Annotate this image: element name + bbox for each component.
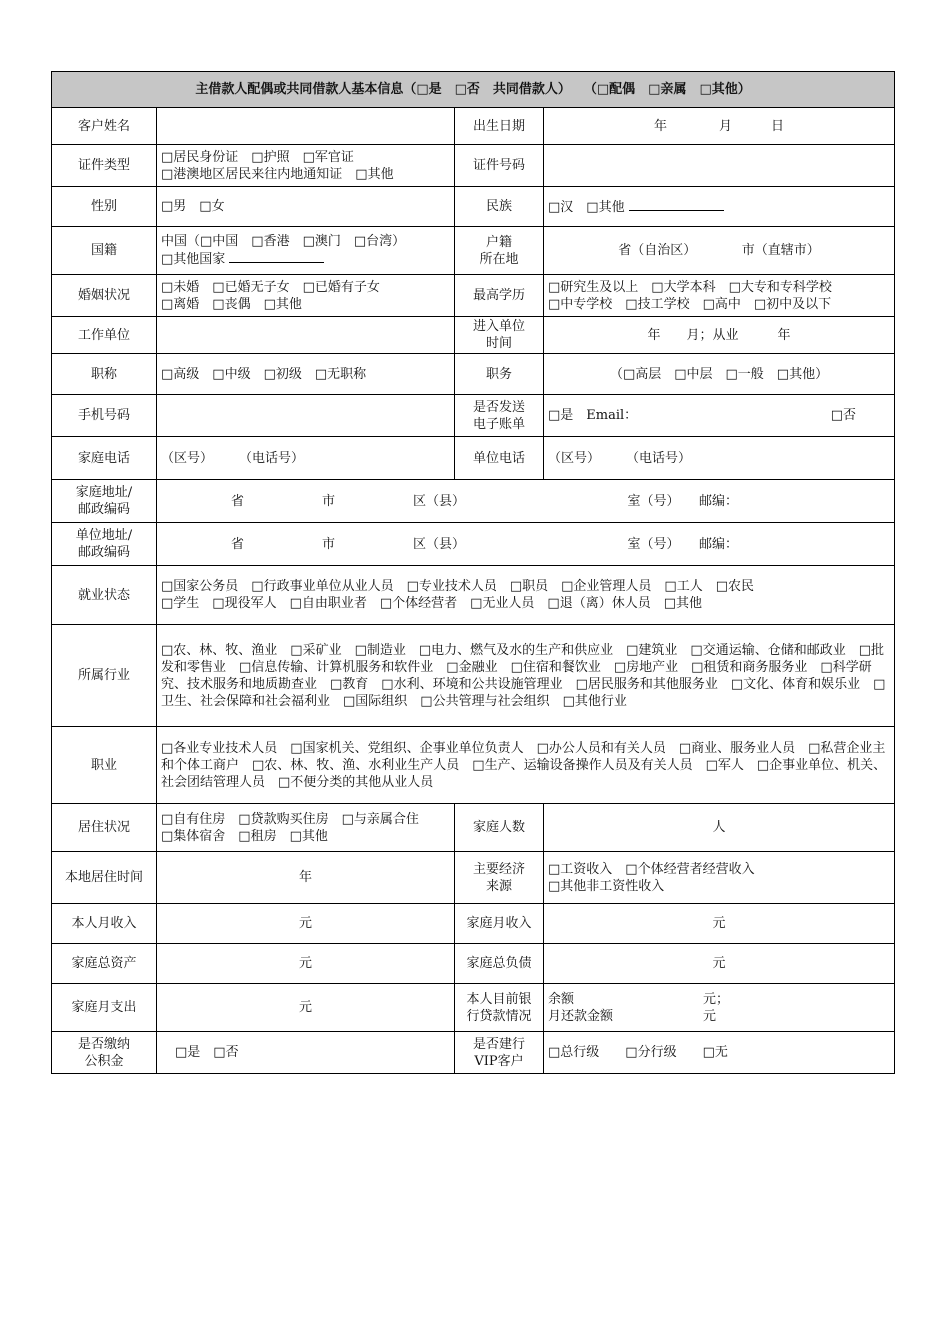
label-vip-line1: 是否建行 (472, 1036, 525, 1052)
row-work-address (52, 523, 895, 566)
field-monthly-income[interactable]: 元 (157, 904, 455, 944)
label-household-registration (455, 227, 544, 275)
loan-repayment-label: 月还款金额 (548, 1008, 614, 1024)
marital-options-line1[interactable]: □未婚 □已婚无子女 □已婚有子女 (161, 279, 380, 295)
field-ethnicity[interactable] (544, 187, 895, 227)
field-residence[interactable] (157, 804, 455, 852)
employment-options-line1[interactable]: □国家公务员 □行政事业单位从业人员 □专业技术人员 □职员 □企业管理人员 □工人 □农民 (161, 579, 754, 594)
row-local-residence (52, 852, 895, 904)
row-home-address (52, 480, 895, 523)
field-household-registration[interactable]: 省（自治区） 市（直辖市） (544, 227, 895, 275)
label-vip-customer (455, 1032, 544, 1074)
row-industry (52, 625, 895, 727)
loan-balance-unit: 元； (703, 991, 730, 1007)
label-join-date (455, 317, 544, 354)
field-vip-customer[interactable]: □总行级 □分行级 □无 (544, 1032, 895, 1074)
label-id-number: 证件号码 (455, 145, 544, 187)
label-family-assets: 家庭总资产 (52, 944, 157, 984)
label-mobile: 手机号码 (52, 395, 157, 437)
field-education[interactable] (544, 275, 895, 317)
form-header-row (52, 72, 895, 108)
label-family-liabilities: 家庭总负债 (455, 944, 544, 984)
form-title: 主借款人配偶或共同借款人基本信息（□是 □否 共同借款人） （□配偶 □亲属 □其他） (52, 72, 895, 108)
label-home-address (52, 480, 157, 523)
label-e-statement-line2: 电子账单 (472, 416, 525, 432)
label-housing-fund-line2: 公积金 (84, 1053, 124, 1069)
residence-options-line1[interactable]: □自有住房 □贷款购买住房 □与亲属合住 (161, 811, 419, 827)
field-position[interactable]: （□高层 □中层 □一般 □其他） (544, 354, 895, 395)
row-id-type (52, 145, 895, 187)
field-work-address[interactable]: 省 市 区（县） 室（号） 邮编： (157, 523, 895, 566)
label-work-address (52, 523, 157, 566)
field-e-statement[interactable] (544, 395, 895, 437)
field-family-monthly-expense[interactable]: 元 (157, 984, 455, 1032)
loan-balance-label: 余额 (548, 991, 575, 1007)
label-income-source-line2: 来源 (485, 878, 512, 894)
label-household-line2: 所在地 (479, 251, 519, 267)
label-nationality: 国籍 (52, 227, 157, 275)
label-e-statement (455, 395, 544, 437)
e-statement-no[interactable]: □否 (830, 408, 857, 423)
label-local-residence-time: 本地居住时间 (52, 852, 157, 904)
income-source-options-line2[interactable]: □其他非工资性收入 (548, 878, 665, 894)
label-marital-status: 婚姻状况 (52, 275, 157, 317)
field-join-date[interactable]: 年 月；从业 年 (544, 317, 895, 354)
nationality-other-label[interactable]: □其他国家 (161, 252, 226, 267)
label-position: 职务 (455, 354, 544, 395)
field-employer[interactable] (157, 317, 455, 354)
label-work-address-line2: 邮政编码 (77, 545, 130, 560)
label-home-address-line2: 邮政编码 (77, 502, 130, 517)
row-title (52, 354, 895, 395)
row-marital (52, 275, 895, 317)
label-work-address-line1: 单位地址/ (75, 528, 133, 543)
row-employment-status (52, 566, 895, 625)
row-nationality (52, 227, 895, 275)
row-employer (52, 317, 895, 354)
field-work-phone[interactable]: （区号） （电话号） (544, 437, 895, 480)
label-occupation: 职业 (52, 727, 157, 804)
field-nationality[interactable] (157, 227, 455, 275)
nationality-options-line2[interactable] (161, 250, 450, 268)
field-birth-date[interactable]: 年 月 日 (544, 108, 895, 145)
field-family-monthly-income[interactable]: 元 (544, 904, 895, 944)
field-professional-title[interactable]: □高级 □中级 □初级 □无职称 (157, 354, 455, 395)
education-options-line1[interactable]: □研究生及以上 □大学本科 □大专和专科学校 (548, 279, 832, 295)
label-home-address-line1: 家庭地址/ (75, 485, 133, 500)
label-housing-fund-line1: 是否缴纳 (77, 1036, 130, 1052)
id-type-options-line1[interactable]: □居民身份证 □护照 □军官证 (161, 149, 354, 165)
label-residence: 居住状况 (52, 804, 157, 852)
label-ethnicity: 民族 (455, 187, 544, 227)
field-housing-fund[interactable]: □是 □否 (157, 1032, 455, 1074)
field-family-assets[interactable]: 元 (157, 944, 455, 984)
label-customer-name: 客户姓名 (52, 108, 157, 145)
field-loan-status[interactable] (544, 984, 895, 1032)
marital-options-line2[interactable]: □离婚 □丧偶 □其他 (161, 296, 302, 312)
label-id-type: 证件类型 (52, 145, 157, 187)
label-industry: 所属行业 (52, 625, 157, 727)
label-join-date-line2: 时间 (485, 336, 512, 351)
label-join-date-line1: 进入单位 (472, 319, 525, 334)
label-birth-date: 出生日期 (455, 108, 544, 145)
row-fund-vip (52, 1032, 895, 1074)
residence-options-line2[interactable]: □集体宿舍 □租房 □其他 (161, 828, 328, 844)
label-monthly-income: 本人月收入 (52, 904, 157, 944)
label-income-source (455, 852, 544, 904)
loan-repayment-line[interactable] (548, 1008, 890, 1025)
label-family-size: 家庭人数 (455, 804, 544, 852)
label-family-monthly-expense: 家庭月支出 (52, 984, 157, 1032)
field-family-liabilities[interactable]: 元 (544, 944, 895, 984)
field-marital-status[interactable] (157, 275, 455, 317)
row-occupation (52, 727, 895, 804)
borrower-info-form (51, 71, 895, 1074)
label-employer: 工作单位 (52, 317, 157, 354)
field-gender[interactable]: □男 □女 (157, 187, 455, 227)
label-work-phone: 单位电话 (455, 437, 544, 480)
row-income (52, 904, 895, 944)
label-loan-status (455, 984, 544, 1032)
label-education: 最高学历 (455, 275, 544, 317)
row-residence (52, 804, 895, 852)
ethnicity-options[interactable]: □汉 □其他 (548, 199, 625, 215)
row-assets (52, 944, 895, 984)
field-industry[interactable]: □农、林、牧、渔业 □采矿业 □制造业 □电力、燃气及水的生产和供应业 □建筑业 □交通运输、仓储和邮政业 □批发和零售业 □信息传输、计算机服务和软件业 □金融业 □住宿和餐饮业 □房地产业 □租赁和商务服务业 □科学研究、技术服务和地质勘查业 □教育 □水利、环境和公共设施管理业 □居民服务和其他服务业 □文化、体育和娱乐业 □卫生、社会保障和社会福利业 □国际组织 □公共管理与社会组织 □其他行业 (157, 625, 895, 727)
education-options-line2[interactable]: □中专学校 □技工学校 □高中 □初中及以下 (548, 296, 832, 312)
ethnicity-other-underline[interactable] (629, 198, 724, 211)
label-housing-fund (52, 1032, 157, 1074)
field-occupation[interactable]: □各业专业技术人员 □国家机关、党组织、企事业单位负责人 □办公人员和有关人员 □商业、服务业人员 □私营企业主和个体工商户 □农、林、牧、渔、水利业生产人员 □生产、运输设备操作人员及有关人员 □军人 □企事业单位、机关、社会团结管理人员 □不便分类的其他从业人员 (157, 727, 895, 804)
label-employment-status: 就业状态 (52, 566, 157, 625)
field-local-residence-time[interactable]: 年 (157, 852, 455, 904)
field-home-phone[interactable]: （区号） （电话号） (157, 437, 455, 480)
label-family-monthly-income: 家庭月收入 (455, 904, 544, 944)
row-customer-name (52, 108, 895, 145)
loan-balance-line[interactable] (548, 991, 890, 1008)
loan-repayment-unit: 元 (703, 1008, 717, 1024)
field-id-number[interactable] (544, 145, 895, 187)
income-source-options-line1[interactable]: □工资收入 □个体经营者经营收入 (548, 861, 755, 877)
row-mobile (52, 395, 895, 437)
row-expense (52, 984, 895, 1032)
label-gender: 性别 (52, 187, 157, 227)
field-mobile[interactable] (157, 395, 455, 437)
field-family-size[interactable]: 人 (544, 804, 895, 852)
row-gender (52, 187, 895, 227)
field-id-type[interactable] (157, 145, 455, 187)
label-home-phone: 家庭电话 (52, 437, 157, 480)
label-household-line1: 户籍 (485, 234, 512, 250)
label-professional-title: 职称 (52, 354, 157, 395)
field-employment-status[interactable] (157, 566, 895, 625)
row-home-phone (52, 437, 895, 480)
label-loan-status-line1: 本人目前银 (466, 991, 532, 1007)
label-vip-line2: VIP客户 (474, 1053, 524, 1069)
nationality-options-line1[interactable]: 中国（□中国 □香港 □澳门 □台湾） (161, 234, 406, 249)
label-income-source-line1: 主要经济 (472, 861, 525, 877)
label-e-statement-line1: 是否发送 (472, 399, 525, 415)
e-statement-yes-email[interactable]: □是 Email： (548, 408, 638, 423)
nationality-other-underline[interactable] (229, 250, 324, 263)
field-income-source[interactable] (544, 852, 895, 904)
field-home-address[interactable]: 省 市 区（县） 室（号） 邮编： (157, 480, 895, 523)
label-loan-status-line2: 行贷款情况 (466, 1008, 532, 1024)
field-customer-name[interactable] (157, 108, 455, 145)
id-type-options-line2[interactable]: □港澳地区居民来往内地通知证 □其他 (161, 166, 394, 182)
employment-options-line2[interactable]: □学生 □现役军人 □自由职业者 □个体经营者 □无业人员 □退（离）休人员 □其他 (161, 596, 702, 611)
